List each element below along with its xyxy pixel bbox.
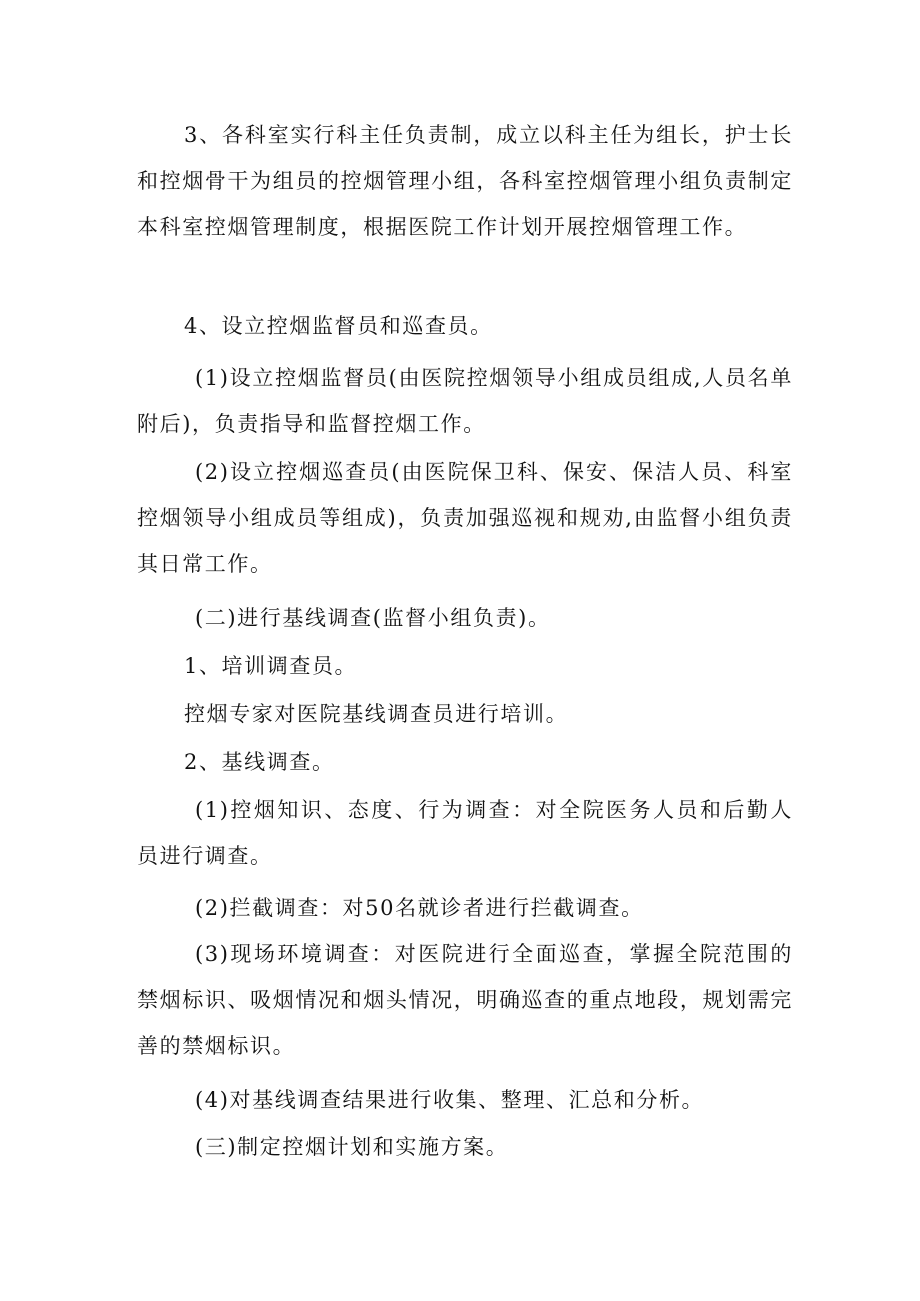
paragraph-12: (4)对基线调查结果进行收集、整理、汇总和分析。 [195, 1088, 705, 1112]
paragraph-8: 2、基线调查。 [184, 750, 335, 774]
paragraph-4: (2)设立控烟巡查员(由医院保卫科、保安、保洁人员、科室控烟领导小组成员等组成)，负责加强巡视和规劝,由监督小组负责其日常工作。 [137, 460, 793, 576]
paragraph-9: (1)控烟知识、态度、行为调查：对全院医务人员和后勤人员进行调查。 [137, 798, 793, 868]
paragraph-3: (1)设立控烟监督员(由医院控烟领导小组成员组成,人员名单附后)，负责指导和监督控烟工作。 [137, 366, 793, 436]
paragraph-10: (2)拦截调查：对50名就诊者进行拦截调查。 [195, 896, 644, 920]
paragraph-5: (二)进行基线调查(监督小组负责)。 [195, 606, 551, 630]
paragraph-13: (三)制定控烟计划和实施方案。 [195, 1135, 509, 1159]
paragraph-11: (3)现场环境调查：对医院进行全面巡查，掌握全院范围的禁烟标识、吸烟情况和烟头情况，明确巡查的重点地段，规划需完善的禁烟标识。 [137, 942, 793, 1058]
paragraph-7: 控烟专家对医院基线调查员进行培训。 [184, 702, 569, 726]
paragraph-6: 1、培训调查员。 [184, 654, 358, 678]
paragraph-2: 4、设立控烟监督员和巡查员。 [184, 314, 493, 338]
paragraph-1: 3、各科室实行科主任负责制，成立以科主任为组长，护士长和控烟骨干为组员的控烟管理小组，各科室控烟管理小组负责制定本科室控烟管理制度，根据医院工作计划开展控烟管理工作。 [137, 123, 793, 239]
